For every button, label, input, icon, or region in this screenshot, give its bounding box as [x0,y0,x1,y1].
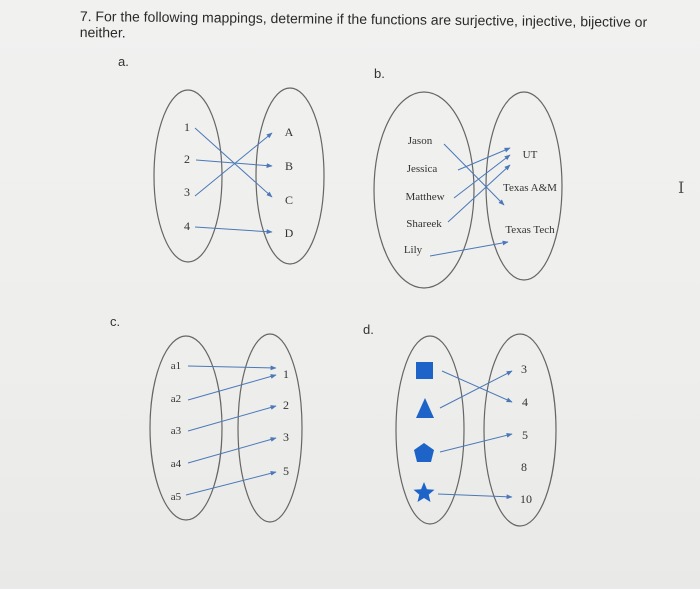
domain-oval-c [150,336,222,520]
codomain-element: Texas A&M [503,182,557,194]
part-c-label: c. [110,314,121,329]
map-arrow [186,472,276,495]
mapping-b [374,92,562,288]
map-arrow [442,371,512,402]
map-arrow [188,406,276,431]
domain-element: Shareek [406,218,442,230]
codomain-element: 4 [522,395,528,409]
codomain-element: A [284,125,294,139]
map-arrow [438,494,512,497]
text-cursor-icon: I [678,178,685,197]
map-arrow [195,227,272,232]
codomain-element: 10 [520,492,532,506]
part-d-label: d. [363,322,374,337]
codomain-oval-c [238,334,302,522]
map-arrow [440,434,512,452]
part-a-label: a. [118,54,129,69]
map-arrow [188,366,276,368]
question-text: 7. For the following mappings, determine if the functions are surjective, injective, bijective or neither. [79,8,648,41]
codomain-element: 1 [283,367,289,381]
mapping-a [154,88,324,264]
domain-element: 3 [184,185,190,199]
codomain-element: 3 [521,362,527,376]
codomain-element: UT [522,149,538,161]
domain-element: Jason [407,135,433,147]
star-icon [414,482,435,502]
map-arrow [458,148,510,170]
domain-element: a2 [170,393,182,405]
codomain-element: 5 [283,464,289,478]
triangle-icon [416,398,434,418]
domain-element: Matthew [405,191,445,203]
domain-element: Lily [403,244,423,256]
part-b-label: b. [374,66,385,81]
map-arrow [440,371,512,408]
mapping-d [396,334,556,526]
map-arrow [448,165,510,222]
codomain-element: D [284,226,294,240]
domain-element: 1 [184,120,190,134]
domain-element: a1 [170,360,182,372]
map-arrow [188,438,276,463]
domain-oval-b [374,92,474,288]
map-arrow [196,160,272,166]
domain-element: 2 [184,152,190,166]
domain-element: a5 [170,491,182,503]
codomain-element: 5 [522,428,528,442]
domain-element: a3 [170,425,182,437]
mapping-c [150,334,302,522]
codomain-element: B [284,159,294,173]
codomain-element: 2 [283,398,289,412]
domain-element: Jessica [406,163,438,175]
domain-oval-a [154,90,222,262]
codomain-element: 8 [521,460,527,474]
square-icon [416,362,433,379]
codomain-element: C [284,193,294,207]
codomain-element: Texas Tech [505,224,555,236]
pentagon-icon [414,443,434,462]
codomain-element: 3 [283,430,289,444]
domain-element: a4 [170,458,182,470]
map-arrow [188,375,276,400]
domain-element: 4 [184,219,190,233]
